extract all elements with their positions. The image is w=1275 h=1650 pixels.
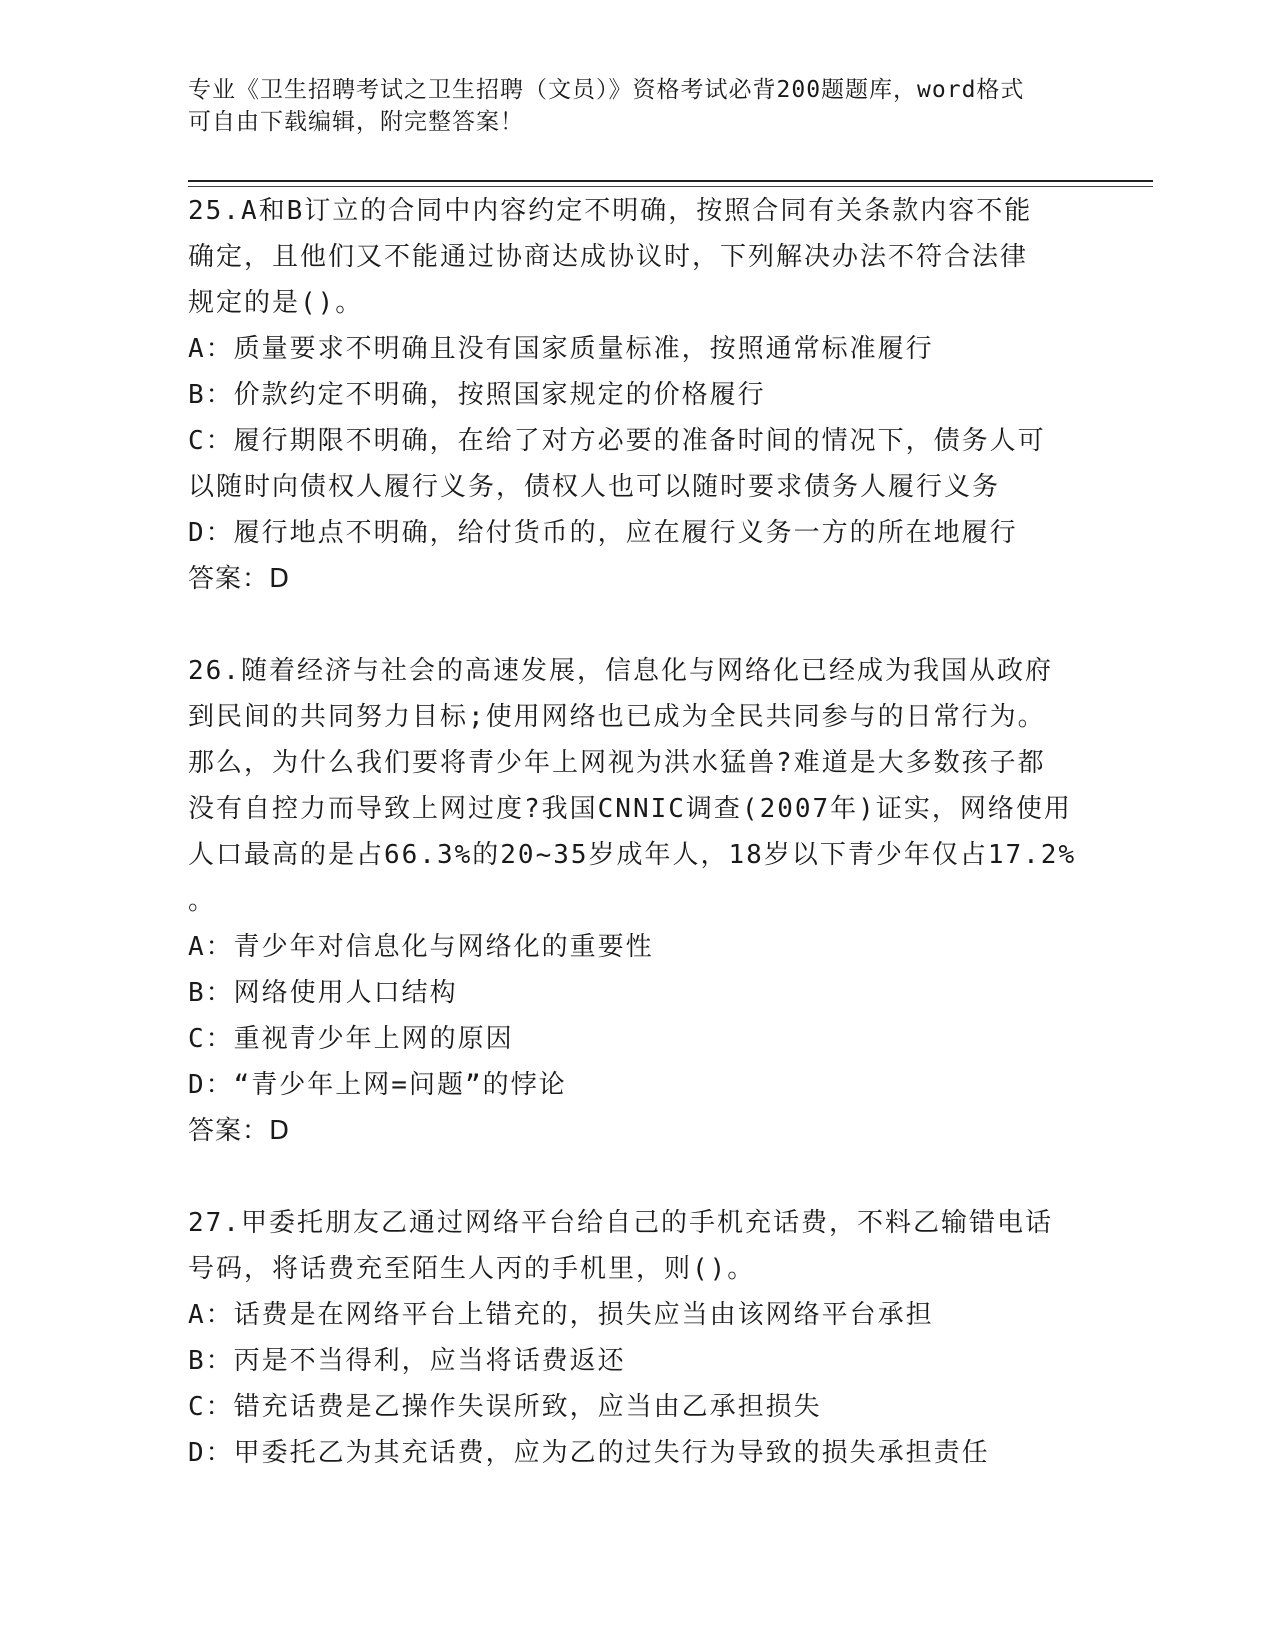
option-line: D：“青少年上网=问题”的悖论 xyxy=(188,1070,567,1100)
answer: 答案：D xyxy=(188,1116,291,1146)
option-b xyxy=(188,1338,1088,1384)
option-line: D：履行地点不明确，给付货币的，应在履行义务一方的所在地履行 xyxy=(188,518,1018,548)
question-list xyxy=(188,188,1088,1476)
page-header xyxy=(188,74,1068,138)
option-line: C：履行期限不明确，在给了对方必要的准备时间的情况下，债务人可 xyxy=(188,426,1046,456)
stem-line: 到民间的共同努力目标;使用网络也已成为全民共同参与的日常行为。 xyxy=(188,702,1046,732)
option-line: B：网络使用人口结构 xyxy=(188,978,458,1008)
option-a xyxy=(188,924,1088,970)
stem-line: 确定，且他们又不能通过协商达成协议时，下列解决办法不符合法律 xyxy=(188,242,1029,272)
stem-line: 号码，将话费充至陌生人丙的手机里，则()。 xyxy=(188,1254,756,1284)
question-stem xyxy=(188,1200,1088,1292)
question-stem xyxy=(188,188,1088,326)
option-line: A：青少年对信息化与网络化的重要性 xyxy=(188,932,654,962)
option-c xyxy=(188,1016,1088,1062)
option-line: 以随时向债权人履行义务，债权人也可以随时要求债务人履行义务 xyxy=(188,472,1001,502)
stem-line: 。 xyxy=(188,886,217,916)
option-line: D：甲委托乙为其充话费，应为乙的过失行为导致的损失承担责任 xyxy=(188,1438,990,1468)
spacer xyxy=(188,1154,1088,1200)
question-stem xyxy=(188,648,1088,924)
option-a xyxy=(188,326,1088,372)
option-line: C：重视青少年上网的原因 xyxy=(188,1024,514,1054)
stem-line: 25.A和B订立的合同中内容约定不明确，按照合同有关条款内容不能 xyxy=(188,196,1033,226)
option-c xyxy=(188,418,1088,510)
stem-line: 人口最高的是占66.3%的20~35岁成年人，18岁以下青少年仅占17.2% xyxy=(188,840,1077,870)
option-a xyxy=(188,1292,1088,1338)
option-line: B：丙是不当得利，应当将话费返还 xyxy=(188,1346,626,1376)
header-line-1: 专业《卫生招聘考试之卫生招聘（文员）》资格考试必背200题题库，word格式 xyxy=(188,77,1025,103)
stem-line: 27.甲委托朋友乙通过网络平台给自己的手机充话费，不料乙输错电话 xyxy=(188,1208,1053,1238)
header-divider-thick xyxy=(188,180,1153,182)
stem-line: 26.随着经济与社会的高速发展，信息化与网络化已经成为我国从政府 xyxy=(188,656,1053,686)
question-26 xyxy=(188,648,1088,1154)
question-27 xyxy=(188,1200,1088,1476)
option-line: C：错充话费是乙操作失误所致，应当由乙承担损失 xyxy=(188,1392,822,1422)
option-line: B：价款约定不明确，按照国家规定的价格履行 xyxy=(188,380,766,410)
option-line: A：质量要求不明确且没有国家质量标准，按照通常标准履行 xyxy=(188,334,934,364)
spacer xyxy=(188,602,1088,648)
option-d xyxy=(188,1430,1088,1476)
question-25 xyxy=(188,188,1088,602)
option-b xyxy=(188,372,1088,418)
option-d xyxy=(188,1062,1088,1108)
answer: 答案：D xyxy=(188,564,291,594)
option-b xyxy=(188,970,1088,1016)
option-c xyxy=(188,1384,1088,1430)
header-line-2: 可自由下载编辑，附完整答案！ xyxy=(188,109,524,135)
stem-line: 没有自控力而导致上网过度?我国CNNIC调查(2007年)证实，网络使用 xyxy=(188,794,1072,824)
option-d xyxy=(188,510,1088,556)
header-divider-thin xyxy=(188,186,1153,187)
stem-line: 规定的是()。 xyxy=(188,288,364,318)
stem-line: 那么，为什么我们要将青少年上网视为洪水猛兽?难道是大多数孩子都 xyxy=(188,748,1046,778)
option-line: A：话费是在网络平台上错充的，损失应当由该网络平台承担 xyxy=(188,1300,934,1330)
